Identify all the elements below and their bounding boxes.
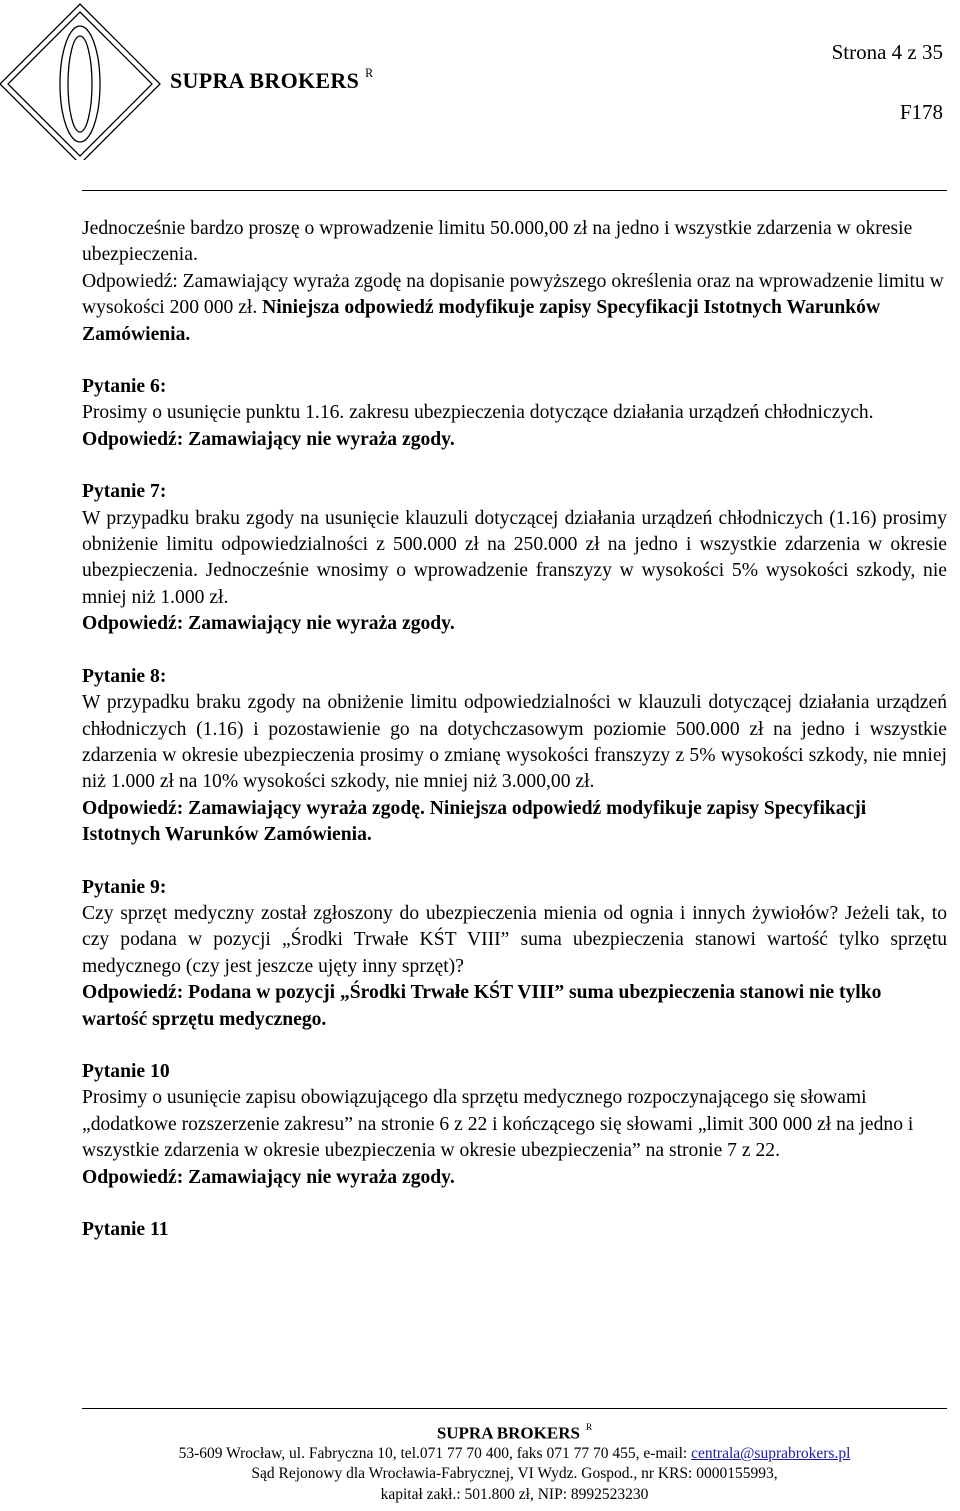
question-title: Pytanie 8: — [82, 665, 167, 687]
answer-text: Odpowiedź: Podana w pozycji „Środki Trwałe KŚT VIII” suma ubezpieczenia stanowi nie tylko wartość sprzętu medycznego. — [82, 982, 882, 1030]
footer-address: 53-609 Wrocław, ul. Fabryczna 10, tel.071 77 70 400, faks 071 77 70 455, e-mail: centrala@suprabrokers.pl — [178, 1444, 851, 1462]
question-text: Prosimy o usunięcie zapisu obowiązującego dla sprzętu medycznego rozpoczynającego się słowami „dodatkowe rozszerzenie zakresu” na stronie 6 z 22 i kończącego się słowami „limit 300 000 zł na jedno i wszystkie zdarzenia w okresie ubezpieczenia w okresie ubezpieczenia” na stronie 7 z 22. — [82, 1087, 914, 1162]
question-title: Pytanie 9: — [82, 876, 167, 898]
registered-mark: R — [365, 66, 374, 80]
page-number: Strona 4 z 35 — [831, 40, 943, 64]
question-text: W przypadku braku zgody na obniżenie limitu odpowiedzialności w klauzuli dotyczącej działania urządzeń chłodniczych (1.16) i pozostawienie go na dotychczasowym poziomie 500.000 zł na jedno i wszystkie zdarzenia w okresie ubezpieczenia prosimy o zmianę wysokości franszyzy z 5% wysokości szkody, nie mniej niż 1.000 zł na 10% wysokości szkody, nie mniej niż 3.000,00 zł. — [82, 692, 947, 793]
footer-divider — [82, 1408, 947, 1409]
footer-brand: SUPRA BROKERS $^R$ — [436, 1423, 593, 1443]
question-title: Pytanie 6: — [82, 376, 167, 398]
answer-text: Odpowiedź: Zamawiający wyraża zgodę. Niniejsza odpowiedź modyfikuje zapisy Specyfikacji Istotnych Warunków Zamówienia. — [82, 797, 867, 846]
question-text: Czy sprzęt medyczny został zgłoszony do ubezpieczenia mienia od ognia i innych żywiołów? Jeżeli tak, to czy podana w pozycji „Środki Trwałe KŚT VIII” suma ubezpieczenia stanowi wartość tylko sprzętu medycznego (czy jest jeszcze ujęty inny sprzęt)? — [82, 902, 947, 977]
footer-capital: kapitał zakł.: 501.800 zł, NIP: 8992523230 — [380, 1485, 649, 1503]
header-divider — [82, 190, 947, 191]
registered-mark: R — [585, 1423, 593, 1433]
question-text: W przypadku braku zgody na usunięcie klauzuli dotyczącej działania urządzeń chłodniczych (1.16) prosimy obniżenie limitu odpowiedzialności z 500.000 zł na 250.000 zł na jedno i wszystkie zdarzenia w okresie ubezpieczenia. Jednocześnie wnosimy o wprowadzenie franszyzy w wysokości 5% wysokości szkody, nie mniej niż 1.000 zł. — [82, 507, 947, 608]
email-link[interactable]: centrala@suprabrokers.pl — [691, 1444, 851, 1462]
intro-question: Jednocześnie bardzo proszę o wprowadzenie limitu 50.000,00 zł na jedno i wszystkie zdarzenia w okresie ubezpieczenia. — [82, 218, 913, 266]
answer-text: Odpowiedź: Zamawiający nie wyraża zgody. — [82, 1166, 455, 1188]
answer-text: Odpowiedź: Zamawiający nie wyraża zgody. — [82, 613, 455, 635]
question-title: Pytanie 10 — [82, 1060, 170, 1082]
question-title: Pytanie 7: — [82, 481, 167, 503]
header-brand: SUPRA BROKERS $^R$ — [170, 66, 374, 93]
company-logo — [0, 0, 185, 160]
footer-court: Sąd Rejonowy dla Wrocławia-Fabrycznej, VI Wydz. Gospod., nr KRS: 0000155993, — [251, 1465, 778, 1483]
question-title: Pytanie 11 — [82, 1219, 169, 1240]
question-text: Prosimy o usunięcie punktu 1.16. zakresu ubezpieczenia dotyczące działania urządzeń chłodniczych. — [82, 402, 874, 424]
document-body — [82, 216, 947, 1243]
footer — [82, 1418, 947, 1505]
answer-text: Odpowiedź: Zamawiający nie wyraża zgody. — [82, 428, 455, 450]
intro-answer: Odpowiedź: Zamawiający wyraża zgodę na dopisanie powyższego określenia oraz na wprowadzenie limitu w wysokości 200 000 zł. Niniejsza odpowiedź modyfikuje zapisy Specyfikacji Istotnych Warunków Zamówienia. — [82, 270, 944, 345]
document-code: F178 — [899, 100, 943, 124]
